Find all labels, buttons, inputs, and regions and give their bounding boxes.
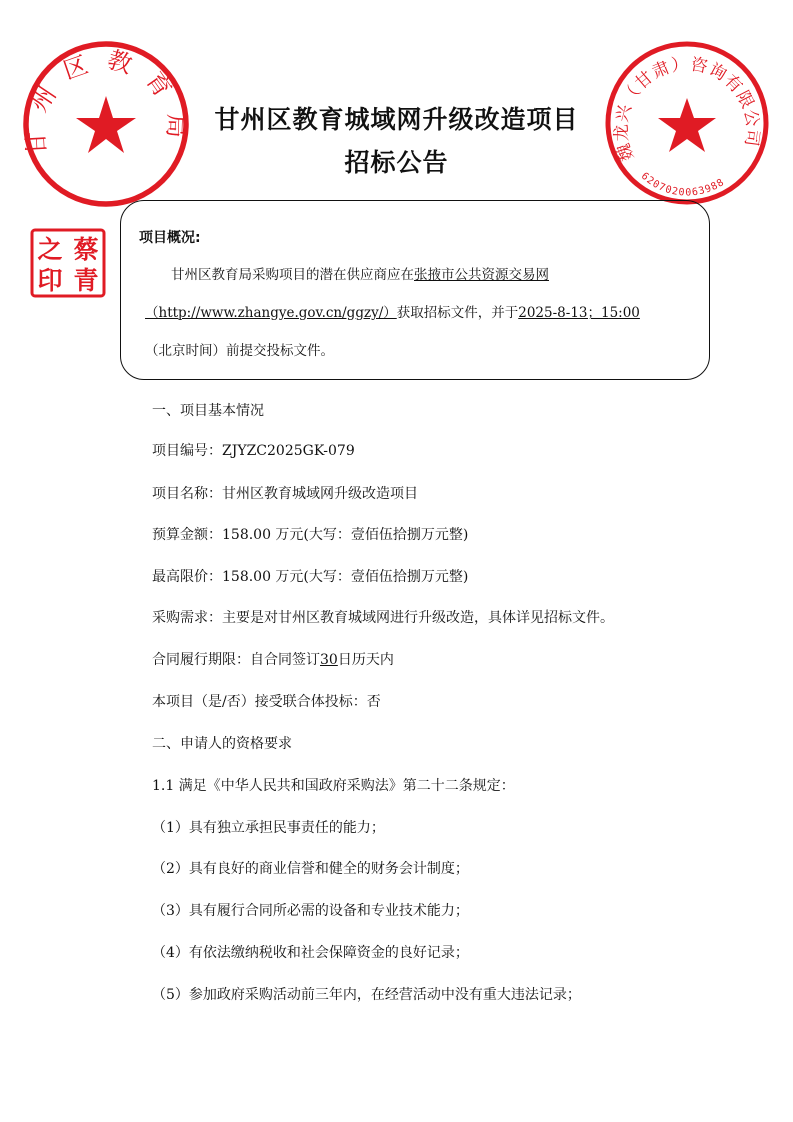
right-seal-number: 6207020063988 bbox=[638, 170, 727, 199]
project-number: 项目编号：ZJYZC2025GK-079 bbox=[152, 443, 355, 459]
overview-line-1 bbox=[171, 263, 549, 283]
contract-period bbox=[152, 649, 394, 669]
right-seal-text: 魏龙兴（甘肃）咨询有限公司 bbox=[611, 54, 763, 164]
overview-line-2 bbox=[145, 301, 640, 321]
requirement-item: （1）具有独立承担民事责任的能力； bbox=[152, 820, 385, 836]
project-name: 项目名称：甘州区教育城域网升级改造项目 bbox=[152, 486, 418, 502]
seal-char-1: 蔡 bbox=[73, 235, 99, 264]
contract-period-text: 日历天内 bbox=[337, 652, 394, 668]
overview-text: 甘州区教育局采购项目的潜在供应商应在 bbox=[171, 267, 414, 283]
consortium-bid: 本项目（是/否）接受联合体投标：否 bbox=[152, 694, 381, 710]
square-seal bbox=[30, 228, 106, 298]
requirement-item: （5）参加政府采购活动前三年内，在经营活动中没有重大违法记录； bbox=[152, 987, 581, 1003]
contract-days: 30 bbox=[320, 652, 338, 668]
trading-site-url[interactable]: （http://www.zhangye.gov.cn/ggzy/） bbox=[145, 305, 397, 321]
trading-site-link[interactable]: 张掖市公共资源交易网 bbox=[414, 267, 549, 283]
section-heading-1: 一、项目基本情况 bbox=[152, 403, 264, 419]
overview-text: 获取招标文件，并于 bbox=[396, 305, 519, 321]
requirement-item: （4）有依法缴纳税收和社会保障资金的良好记录； bbox=[152, 945, 469, 961]
overview-line-3: （北京时间）前提交投标文件。 bbox=[145, 343, 334, 359]
document-title: 甘州区教育城域网升级改造项目 bbox=[214, 105, 579, 134]
seal-char-2: 青 bbox=[73, 266, 99, 295]
overview-label: 项目概况: bbox=[139, 230, 201, 246]
budget-amount: 预算金额：158.00 万元(大写：壹佰伍拾捌万元整) bbox=[152, 527, 469, 543]
section-heading-2: 二、申请人的资格要求 bbox=[152, 736, 292, 752]
requirement-1-1: 1.1 满足《中华人民共和国政府采购法》第二十二条规定： bbox=[152, 778, 515, 794]
max-price: 最高限价：158.00 万元(大写：壹佰伍拾捌万元整) bbox=[152, 569, 469, 585]
seal-char-3: 之 bbox=[37, 235, 63, 264]
requirement-item: （3）具有履行合同所必需的设备和专业技术能力； bbox=[152, 903, 469, 919]
seal-char-4: 印 bbox=[37, 266, 63, 295]
requirement-item: （2）具有良好的商业信誉和健全的财务会计制度； bbox=[152, 861, 469, 877]
contract-period-text: 合同履行期限：自合同签订 bbox=[152, 652, 320, 668]
procurement-requirement: 采购需求：主要是对甘州区教育城域网进行升级改造，具体详见招标文件。 bbox=[152, 610, 614, 626]
left-seal-text: 甘州区教育局 bbox=[20, 45, 191, 157]
document-subtitle: 招标公告 bbox=[344, 148, 449, 177]
deadline-date: 2025-8-13；15:00 bbox=[518, 305, 640, 321]
project-overview-box bbox=[120, 200, 710, 380]
